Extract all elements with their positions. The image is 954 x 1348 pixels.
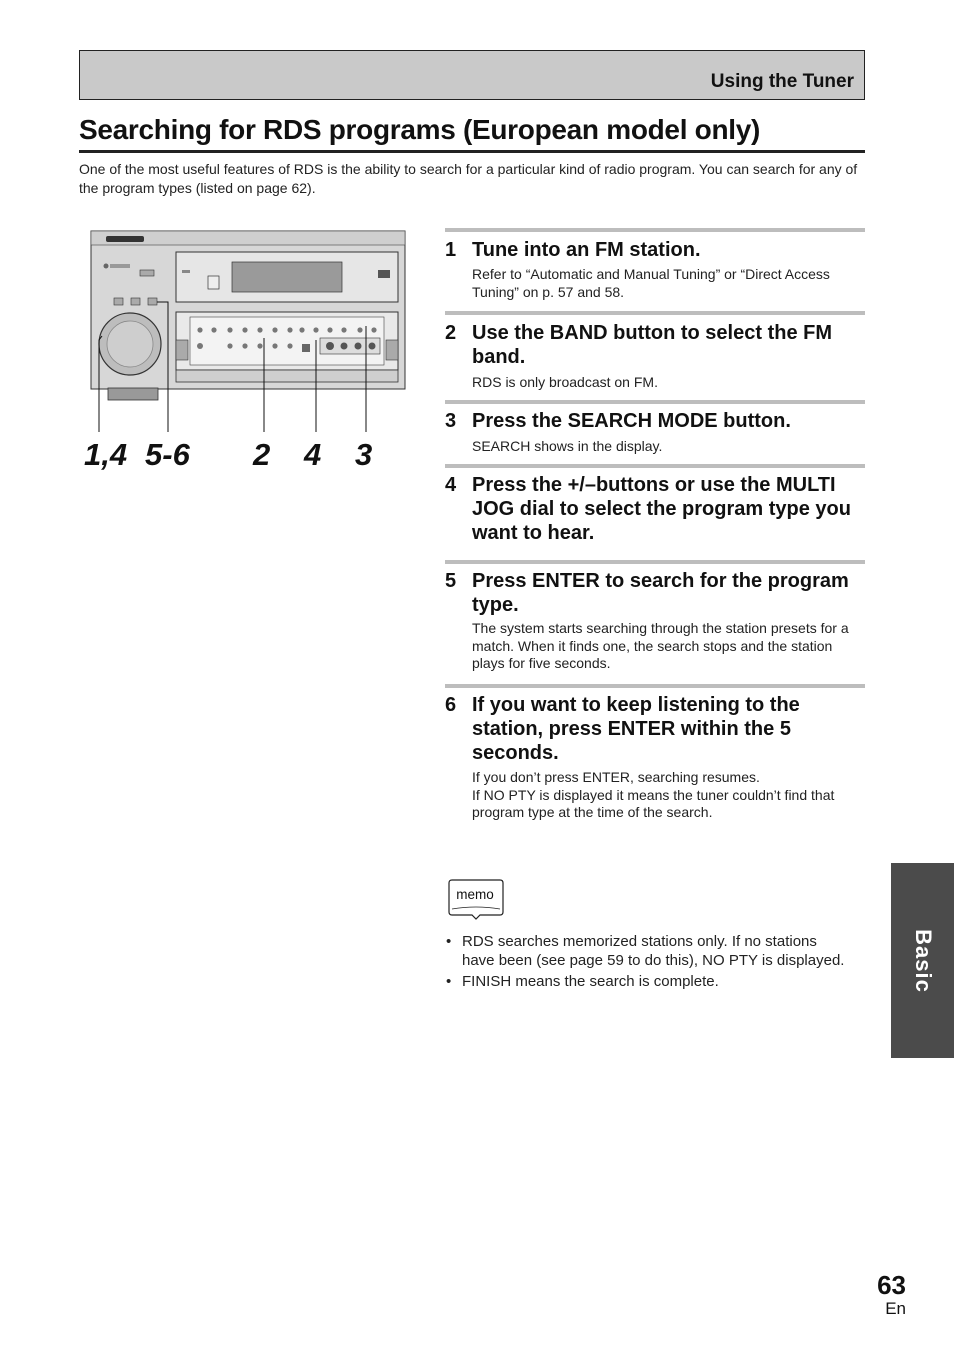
page-title: Searching for RDS programs (European model only) <box>79 114 761 145</box>
memo-notes <box>446 932 846 993</box>
steps-list <box>445 228 865 824</box>
page-number: 63 <box>877 1270 906 1300</box>
memo-note: • RDS searches memorized stations only. If no stations have been (see page 59 to do this), NO PTY is displayed. <box>446 932 846 970</box>
step-number: 5 <box>445 570 457 592</box>
step-number: 6 <box>445 694 457 716</box>
step-body: The system starts searching through the station presets for a match. When it finds one, the search stops and the station plays for five seconds. <box>472 620 849 671</box>
callout-1-4: 1,4 <box>84 437 128 472</box>
step-title: Use the BAND button to select the FM band. <box>472 322 833 368</box>
memo-note: • FINISH means the search is complete. <box>446 972 846 991</box>
step-3 <box>445 400 865 464</box>
page-language: En <box>885 1299 906 1318</box>
memo-badge <box>447 879 507 921</box>
step-number: 1 <box>445 239 457 261</box>
step-title: Tune into an FM station. <box>472 239 701 261</box>
step-body: If you don’t press ENTER, searching resumes. <box>472 769 760 785</box>
button-b <box>131 298 140 305</box>
title-rule <box>79 150 865 153</box>
step-body: RDS is only broadcast on FM. <box>472 374 658 390</box>
step-body: SEARCH shows in the display. <box>472 438 663 454</box>
step-number: 3 <box>445 410 457 432</box>
step-body: Refer to “Automatic and Manual Tuning” or “Direct Access Tuning” on p. 57 and 58. <box>472 266 830 300</box>
step-body-extra: If NO PTY is displayed it means the tuner couldn’t find that program type at the time of the search. <box>472 786 835 820</box>
step-5 <box>445 560 865 684</box>
callout-3: 3 <box>355 437 373 472</box>
callout-5-6: 5-6 <box>145 437 190 472</box>
step-title: Press the SEARCH MODE button. <box>472 410 791 432</box>
step-2 <box>445 311 865 400</box>
callout-2: 2 <box>253 437 271 472</box>
step-number: 2 <box>445 322 457 344</box>
side-tab-label: Basic <box>910 928 936 993</box>
button-a <box>114 298 123 305</box>
step-6 <box>445 684 865 824</box>
brand-logo <box>106 236 144 242</box>
step-4 <box>445 464 865 560</box>
callout-4: 4 <box>304 437 322 472</box>
section-header-bar <box>79 50 865 100</box>
section-title: Using the Tuner <box>710 71 854 92</box>
intro-paragraph: One of the most useful features of RDS is the ability to search for a particular kind of radio program. You can search for any of the program types (listed on page 62). <box>79 161 858 196</box>
button-c <box>148 298 157 305</box>
step-number: 4 <box>445 474 457 496</box>
side-tab-basic <box>891 863 954 1058</box>
memo-label: memo <box>456 887 494 902</box>
step-title: Press ENTER to search for the program type. <box>472 570 849 616</box>
step-1 <box>445 228 865 311</box>
step-title: Press the +/–buttons or use the MULTI JOG dial to select the program type you want to hear. <box>472 474 851 544</box>
step-title: If you want to keep listening to the station, press ENTER within the 5 seconds. <box>472 694 800 764</box>
